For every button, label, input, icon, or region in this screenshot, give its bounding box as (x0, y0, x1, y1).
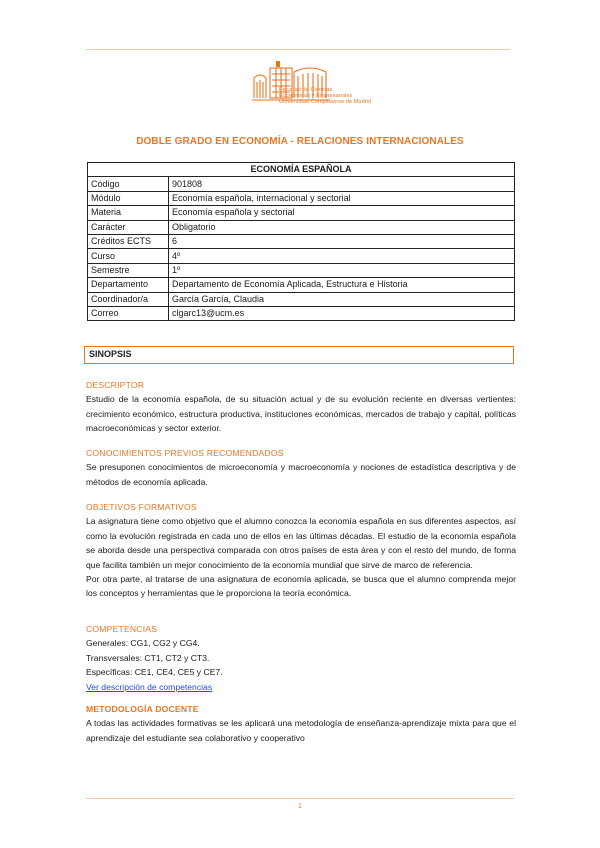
sinopsis-heading: SINOPSIS (89, 349, 132, 359)
row-label: Correo (88, 306, 169, 320)
competencias-section (86, 622, 516, 694)
section-heading: DESCRIPTOR (86, 380, 145, 390)
row-value: 901808 (169, 177, 515, 191)
competencias-especificas: Específicas: CE1, CE4, CE5 y CE7. (86, 667, 223, 678)
row-value: Obligatorio (169, 220, 515, 234)
descriptor-section (86, 378, 516, 436)
row-value: Economía española, internacional y sectorial (169, 191, 515, 205)
row-value: García García, Claudia (169, 292, 515, 306)
logo-line: Facultad de Ciencias (279, 87, 333, 93)
table-row (88, 263, 515, 277)
document-title: DOBLE GRADO EN ECONOMÍA - RELACIONES INTERNACIONALES (136, 136, 464, 147)
row-label: Departamento (88, 278, 169, 292)
table-row (88, 206, 515, 220)
section-text: Se presuponen conocimientos de microeconomía y macroeconomía y nociones de estadística descriptiva y de métodos de economía aplicada. (86, 462, 516, 487)
competencias-link[interactable]: Ver descripción de competencias (86, 681, 213, 692)
competencias-generales: Generales: CG1, CG2 y CG4. (86, 638, 200, 649)
table-row (88, 220, 515, 234)
objetivos-section (86, 500, 516, 601)
section-heading: CONOCIMIENTOS PREVIOS RECOMENDADOS (86, 448, 284, 458)
section-text: Estudio de la economía española, de su situación actual y de su evolución reciente en diversas vertientes: crecimiento económico, estructura productiva, instituciones económicas, mercados de trabajo y capital, políticas macroeconómicas y sector exterior. (86, 394, 516, 434)
row-label: Curso (88, 249, 169, 263)
row-label: Módulo (88, 191, 169, 205)
row-value: 6 (169, 234, 515, 248)
header-rule (86, 49, 510, 50)
table-row (88, 177, 515, 191)
logo-caption (279, 87, 371, 106)
logo-line: Universidad Complutense de Madrid (279, 99, 372, 106)
row-value: 4º (169, 249, 515, 263)
course-info-table (87, 162, 515, 321)
section-text: La asignatura tiene como objetivo que el alumno conozca la economía española en sus diferentes aspectos, así como la evolución registrada en cada uno de ellos en las últimas décadas. El estudio de la economía española se aborda desde una perspectiva comparada con otros países de esta área y con el resto del mundo, de forma que facilita también un mejor conocimiento de la economía mundial que sirve de marco de referencia. (86, 516, 516, 570)
table-row (88, 292, 515, 306)
table-row (88, 249, 515, 263)
table-row (88, 278, 515, 292)
competencias-transversales: Transversales: CT1, CT2 y CT3. (86, 652, 210, 663)
row-label: Coordinador/a (88, 292, 169, 306)
row-label: Carácter (88, 220, 169, 234)
row-value: 1º (169, 263, 515, 277)
page-number: 1 (298, 803, 302, 810)
metodologia-section (86, 702, 516, 745)
section-heading: OBJETIVOS FORMATIVOS (86, 502, 197, 512)
row-label: Código (88, 177, 169, 191)
row-label: Semestre (88, 263, 169, 277)
row-value: Departamento de Economía Aplicada, Estructura e Historia (169, 278, 515, 292)
table-row (88, 306, 515, 320)
section-heading: COMPETENCIAS (86, 624, 158, 634)
logo-line: Económicas y Empresariales (279, 93, 353, 100)
sinopsis-banner (84, 346, 514, 364)
row-value: clgarc13@ucm.es (169, 306, 515, 320)
conocimientos-section (86, 446, 516, 489)
section-heading: METODOLOGÍA DOCENTE (86, 704, 199, 714)
row-label: Créditos ECTS (88, 234, 169, 248)
row-value: Economía española y sectorial (169, 206, 515, 220)
row-label: Materia (88, 206, 169, 220)
footer-rule (86, 798, 514, 799)
table-row (88, 234, 515, 248)
section-text: A todas las actividades formativas se les aplicará una metodología de enseñanza-aprendizaje mixta para que el aprendizaje del estudiante sea colaborativo y cooperativo (86, 718, 516, 743)
table-heading: ECONOMÍA ESPAÑOLA (88, 163, 515, 177)
section-text: Por otra parte, al tratarse de una asignatura de economía aplicada, se busca que el alumno comprenda mejor los conceptos y herramientas que le proporciona la teoría económica. (86, 574, 516, 599)
table-row (88, 191, 515, 205)
